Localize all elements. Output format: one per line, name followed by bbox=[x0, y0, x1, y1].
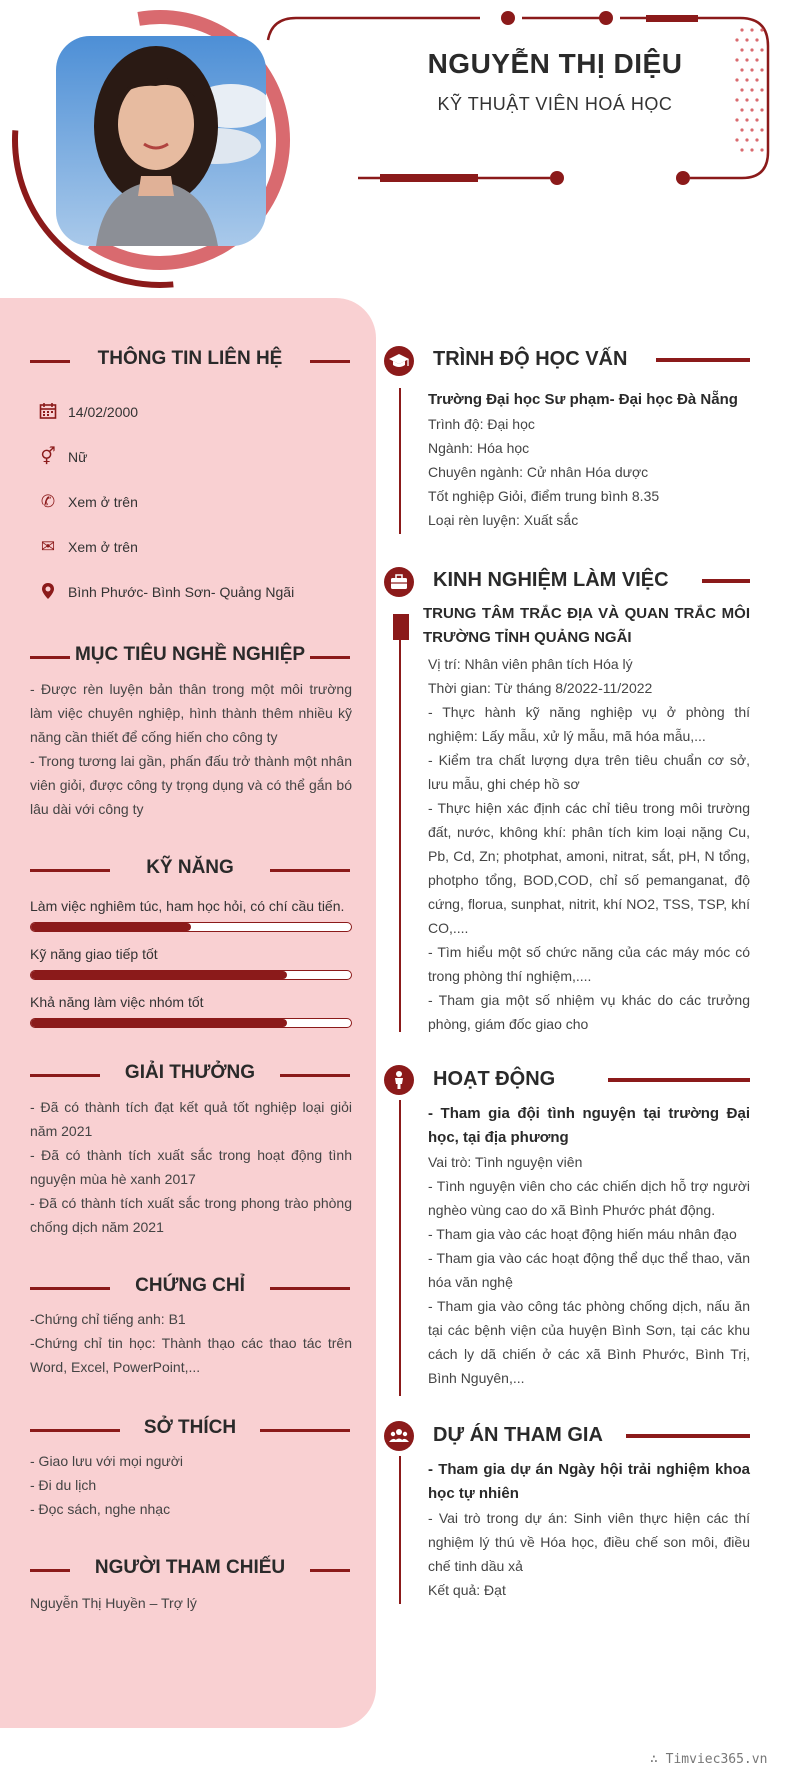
top-line-left bbox=[268, 18, 480, 40]
top-dot-1 bbox=[501, 11, 515, 25]
activities-section-title: HOẠT ĐỘNG bbox=[433, 1068, 556, 1090]
users-group-icon bbox=[384, 1421, 414, 1451]
education-line: Ngành: Hóa học bbox=[428, 440, 530, 456]
activities-timeline bbox=[399, 1100, 401, 1396]
activities-text: Vai trò: Tình nguyện viên - Tình nguyện viên cho các chiến dịch hỗ trợ người nghèo vùng cao do xã Bình Phước phát động. - Tham gia vào các hoạt động hiến máu nhân đạo - Tham gia vào các hoạt động thể dục thể thao, văn hóa văn nghệ - Tham gia vào công tác phòng chống dịch, nấu ăn tại các bệnh viện của huyện Bình Sơn, tại các khu cách ly dã chiến ở các xã Bình Phước, Bình Trị, Bình Nguyên,... bbox=[428, 1154, 750, 1386]
objective-section-title: MỤC TIÊU NGHỀ NGHIỆP bbox=[30, 642, 350, 672]
skill-label-2: Kỹ năng giao tiếp tốt bbox=[30, 946, 158, 962]
education-title-line bbox=[656, 358, 750, 362]
candidate-job-title: KỸ THUẬT VIÊN HOÁ HỌC bbox=[437, 94, 673, 114]
experience-marker bbox=[393, 614, 409, 640]
projects-section-title: DỰ ÁN THAM GIA bbox=[433, 1424, 603, 1446]
footer-brand: ∴ Timviec365.vn bbox=[650, 1752, 768, 1767]
top-dot-2 bbox=[599, 11, 613, 25]
projects-text: - Vai trò trong dự án: Sinh viên thực hiện các thí nghiệm lý thú về Hóa học, điều chế son môi, điều chế tinh dầu xả Kết quả: Đạt bbox=[428, 1510, 750, 1598]
education-line: Loại rèn luyện: Xuất sắc bbox=[428, 512, 579, 528]
education-line: Chuyên ngành: Cử nhân Hóa dược bbox=[428, 464, 649, 480]
hobbies-text: - Giao lưu với mọi người - Đi du lịch - Đọc sách, nghe nhạc bbox=[30, 1453, 184, 1517]
skills-section-title: KỸ NĂNG bbox=[30, 855, 350, 885]
bottom-bar bbox=[380, 174, 478, 182]
activities-title-line bbox=[608, 1078, 750, 1082]
experience-duties: - Thực hành kỹ năng nghiệp vụ ở phòng thí nghiệm: Lấy mẫu, xử lý mẫu, mã hóa mẫu,... - Kiểm tra chất lượng dựa trên tiêu chuẩn cơ sở, lưu mẫu, ghi chép hồ sơ - Thực hiện xác định các chỉ tiêu trong môi trường đất, nước, không khí: phân tích kim loại nặng Cu, Pb, Cd, Zn; photphat, amoni, nitrat, sắt, pH, N tổng, photpho tổng, BOD,COD, chỉ số pemanganat, độ cứng, florua, sunphat, nitrit, khí NO2, TSS, TSP, khí CO,.... - Tìm hiểu một số chức năng của các máy móc có trong phòng thí nghiệm,.... - Tham gia một số nhiệm vụ khác do các trưởng phòng, giám đốc giao cho bbox=[428, 704, 750, 1032]
contact-section-title: THÔNG TIN LIÊN HỆ bbox=[30, 346, 350, 376]
candidate-name: NGUYỄN THỊ DIỆU bbox=[427, 48, 683, 79]
phone-icon: ✆ bbox=[40, 492, 56, 511]
skill-label-1: Làm việc nghiêm túc, ham học hỏi, có chí cầu tiến. bbox=[30, 898, 345, 914]
certificates-section-title: CHỨNG CHỈ bbox=[30, 1273, 350, 1303]
activities-heading: - Tham gia đội tình nguyện tại trường Đại học, tại địa phương bbox=[428, 1105, 750, 1146]
experience-section-title: KINH NGHIỆM LÀM VIỆC bbox=[433, 569, 669, 591]
awards-text: - Đã có thành tích đạt kết quả tốt nghiệp loại giỏi năm 2021 - Đã có thành tích xuất sắc trong hoạt động tình nguyện mùa hè xanh 2017 - Đã có thành tích xuất sắc trong phong trào phòng chống dịch năm 2021 bbox=[30, 1099, 352, 1235]
projects-block bbox=[428, 1458, 750, 1602]
references-text: Nguyễn Thị Huyền – Trợ lý bbox=[30, 1595, 197, 1611]
skill-label-3: Khả năng làm việc nhóm tốt bbox=[30, 994, 204, 1010]
projects-timeline bbox=[399, 1456, 401, 1604]
certificates-text: -Chứng chỉ tiếng anh: B1 -Chứng chỉ tin học: Thành thạo các thao tác trên Word, Excel, PowerPoint,... bbox=[30, 1311, 352, 1375]
experience-time: Thời gian: Từ tháng 8/2022-11/2022 bbox=[428, 680, 653, 696]
references-section-title: NGƯỜI THAM CHIẾU bbox=[30, 1555, 350, 1585]
mail-icon: ✉ bbox=[40, 537, 56, 556]
skill-bar-2 bbox=[30, 970, 352, 980]
awards-section-title: GIẢI THƯỞNG bbox=[30, 1060, 350, 1090]
education-school: Trường Đại học Sư phạm- Đại học Đà Nẵng bbox=[428, 391, 738, 408]
dot-pattern bbox=[735, 28, 763, 151]
objective-text: - Được rèn luyện bản thân trong một môi trường làm việc chuyên nghiệp, hình thành thêm nhiều kỹ năng cần thiết để cống hiến cho công ty - Trong tương lai gần, phấn đấu trở thành một nhân viên giỏi, được công ty trọng dụng và có thể gắn bó lâu dài với công ty bbox=[30, 681, 352, 817]
experience-block bbox=[428, 652, 750, 1036]
briefcase-icon bbox=[384, 567, 414, 597]
activities-block bbox=[428, 1102, 750, 1390]
experience-title-line bbox=[702, 579, 750, 583]
education-line: Trình độ: Đại học bbox=[428, 416, 535, 432]
gender-icon: ⚥ bbox=[40, 447, 56, 466]
experience-position: Vị trí: Nhân viên phân tích Hóa lý bbox=[428, 656, 633, 672]
experience-company: TRUNG TÂM TRẮC ĐỊA VÀ QUAN TRẮC MÔI TRƯỜNG TỈNH QUẢNG NGÃI bbox=[423, 605, 750, 646]
education-block bbox=[428, 388, 750, 532]
profile-photo bbox=[56, 36, 266, 246]
projects-heading: - Tham gia dự án Ngày hội trải nghiệm khoa học tự nhiên bbox=[428, 1461, 750, 1502]
education-line: Tốt nghiệp Giỏi, điểm trung bình 8.35 bbox=[428, 488, 660, 504]
bottom-dot-left bbox=[550, 171, 564, 185]
graduation-cap-icon bbox=[384, 346, 414, 376]
skill-bar-1 bbox=[30, 922, 352, 932]
skill-bar-3 bbox=[30, 1018, 352, 1028]
experience-timeline bbox=[399, 640, 401, 1032]
calendar-icon bbox=[38, 402, 58, 422]
projects-title-line bbox=[626, 1434, 750, 1438]
location-pin-icon bbox=[38, 582, 58, 602]
education-section-title: TRÌNH ĐỘ HỌC VẤN bbox=[433, 348, 628, 370]
bottom-dot-right bbox=[676, 171, 690, 185]
person-icon bbox=[384, 1065, 414, 1095]
education-timeline bbox=[399, 388, 401, 534]
hobbies-section-title: SỞ THÍCH bbox=[30, 1415, 350, 1445]
